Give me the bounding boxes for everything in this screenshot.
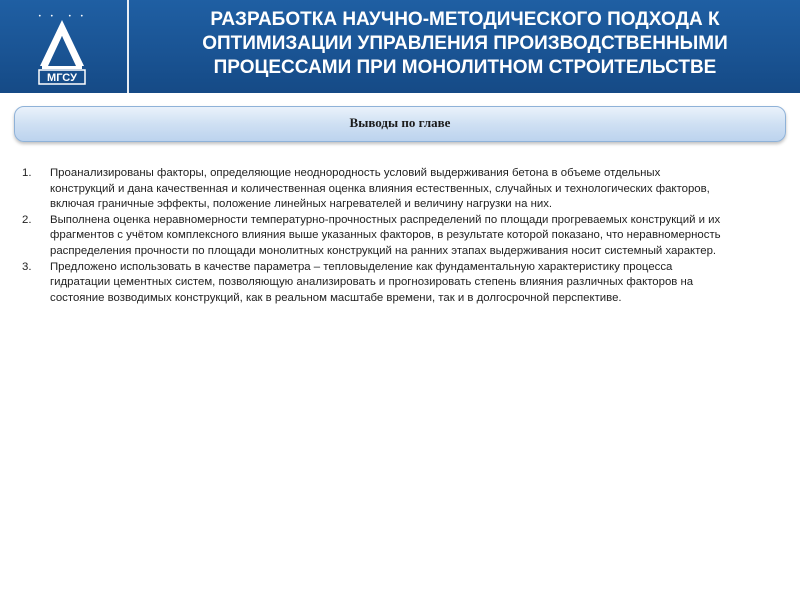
svg-text:•: • bbox=[80, 13, 84, 20]
title-line: ОПТИМИЗАЦИИ УПРАВЛЕНИЯ ПРОИЗВОДСТВЕННЫМИ bbox=[202, 33, 728, 54]
section-title: Выводы по главе bbox=[349, 115, 451, 130]
slide-title bbox=[140, 8, 790, 80]
title-line: ПРОЦЕССАМИ ПРИ МОНОЛИТНОМ СТРОИТЕЛЬСТВЕ bbox=[213, 57, 717, 78]
list-item-number: 1. bbox=[22, 167, 32, 179]
header-divider bbox=[127, 0, 129, 93]
section-title-bar bbox=[14, 106, 786, 142]
list-item-text: Выполнена оценка неравномерности температурно-прочностных распределений по площади прогреваемых конструкций и их фрагментов с учётом комплексного влияния выше указанных факторов, в результате которой показано, что неравномерность распределения прочности по площади монолитных конструкций на ранних этапах выдерживания носит системный характер. bbox=[50, 213, 721, 257]
title-line: РАЗРАБОТКА НАУЧНО-МЕТОДИЧЕСКОГО ПОДХОДА К bbox=[210, 9, 720, 30]
list-item bbox=[22, 260, 722, 307]
conclusions-list bbox=[22, 166, 722, 306]
list-item-text: Проанализированы факторы, определяющие неоднородность условий выдерживания бетона в объеме отдельных конструкций и дана качественная и количественная оценка влияния естественных, случайных и технологических факторов, включая граничные эффекты, положение линейных нагревателей и величину нагрузки на них. bbox=[50, 167, 710, 211]
list-item-text: Предложено использовать в качестве параметра – тепловыделение как фундаментальную характеристику процесса гидратации цементных систем, позволяющую анализировать и прогнозировать степень влияния различных факторов на состояние возводимых конструкций, как в реальном масштабе времени, так и в долгосрочной перспективе. bbox=[50, 260, 694, 304]
slide-header bbox=[0, 0, 800, 93]
mgsu-logo-icon bbox=[28, 6, 98, 86]
list-item-number: 3. bbox=[22, 260, 32, 273]
list-item-number: 2. bbox=[22, 213, 32, 226]
svg-text:•: • bbox=[38, 13, 42, 20]
mgsu-logo bbox=[0, 0, 126, 93]
list-item bbox=[22, 213, 722, 260]
list-item bbox=[22, 166, 722, 213]
svg-text:•: • bbox=[68, 13, 72, 20]
logo-text: МГСУ bbox=[47, 72, 77, 84]
svg-text:•: • bbox=[50, 13, 54, 20]
